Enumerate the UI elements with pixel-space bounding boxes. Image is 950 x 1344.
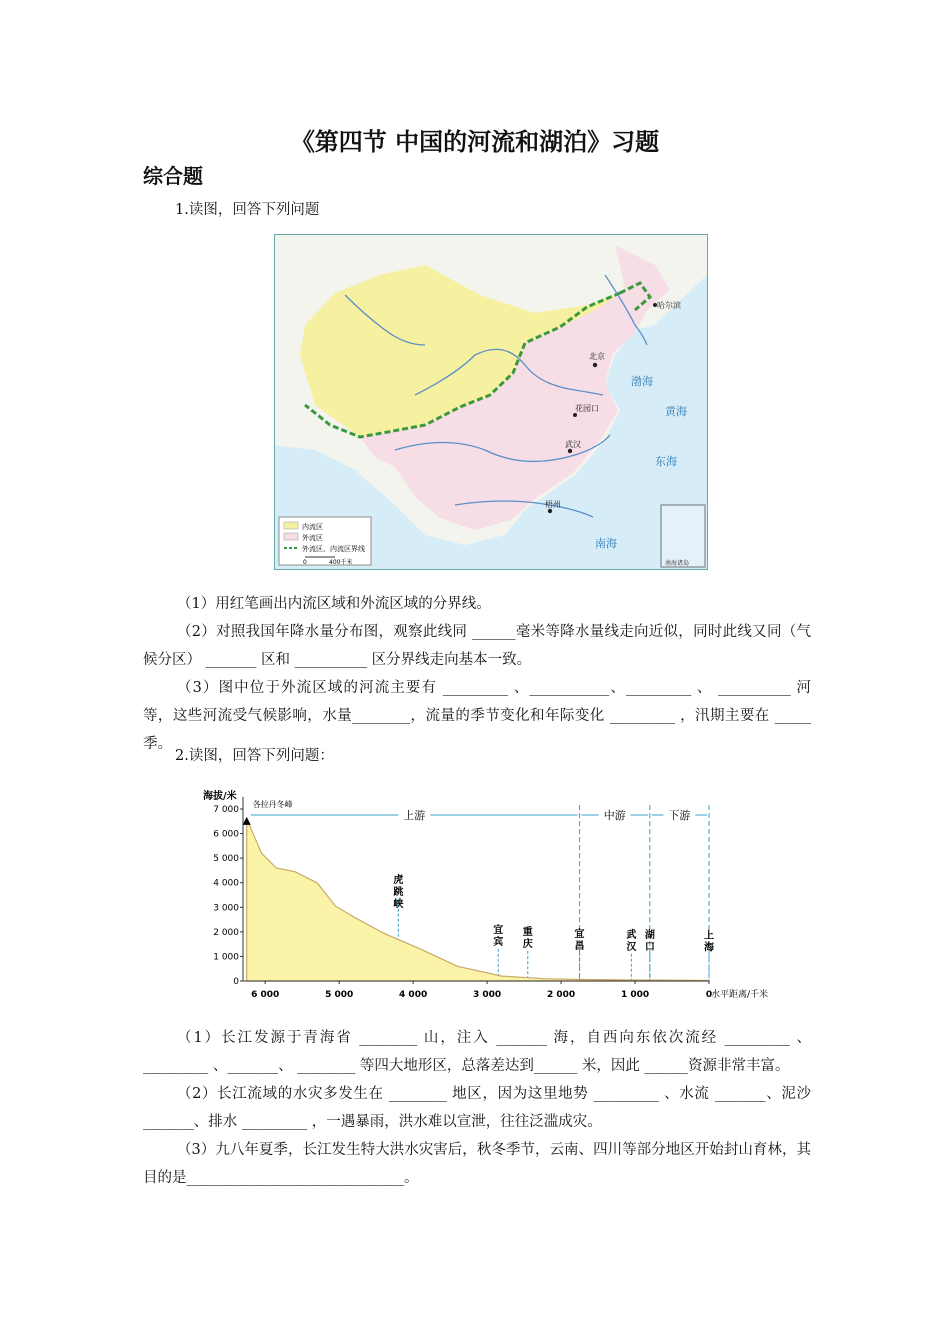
x-tick-label: 2 000 — [546, 990, 576, 1000]
inset-box — [661, 505, 705, 567]
scale-400: 400千米 — [329, 559, 353, 566]
sea-bohai: 渤海 — [631, 375, 653, 388]
yangtze-profile-chart — [195, 785, 785, 1005]
q2-part2: （2）长江流域的水灾多发生在 ________ 地区，因为这里地势 _________ 、水流 _______、泥沙 _______、排水 _________ ，一遇暴雨，洪水难以宣泄，往往泛滥成灾。 — [143, 1086, 811, 1130]
y-tick-label: 6 000 — [213, 829, 239, 840]
x-tick-label: 0 — [705, 990, 713, 1000]
y-tick-label: 5 000 — [213, 854, 239, 865]
y-tick-label: 4 000 — [213, 878, 239, 889]
city-beijing: 北京 — [589, 352, 605, 361]
legend-exterior-swatch — [284, 533, 298, 540]
y-tick-label: 0 — [233, 977, 239, 987]
y-tick-label: 3 000 — [213, 903, 239, 914]
q1-part3: （3）图中位于外流区域的河流主要有 _________ 、___________、_________ 、 __________ 河等，这些河流受气候影响，水量________，流量的季节变化和年际变化 _________ ，汛期主要在 _____ 季。 — [143, 680, 811, 752]
place-label-char: 虎 — [393, 874, 404, 886]
city-huayuankou: 花园口 — [575, 404, 599, 413]
scale-zero: 0 — [303, 559, 307, 566]
place-label-char: 昌 — [574, 941, 585, 953]
question-1-text — [143, 590, 811, 758]
place-label-char: 口 — [644, 942, 655, 954]
y-tick-label: 7 000 — [213, 805, 239, 815]
q2-part1: （1）长江发源于青海省 ________ 山，注入 _______ 海，自西向东依次流经 _________ 、_________ 、_______、 ________ 等四大地形区，总落差达到______ 米，因此 ______资源非常丰富。 — [143, 1030, 811, 1074]
place-label-char: 湖 — [644, 930, 655, 942]
sea-nanhai: 南海 — [595, 537, 617, 550]
q1-part2: （2）对照我国年降水量分布图，观察此线同 ______毫米等降水量线走向近似，同时此线又同（气候分区） _______ 区和 __________ 区分界线走向基本一致。 — [143, 624, 811, 668]
x-tick-label: 6 000 — [251, 990, 280, 1000]
city-wuhan: 武汉 — [565, 440, 581, 449]
section-heading: 综合题 — [143, 164, 203, 188]
place-label-char: 汉 — [626, 941, 637, 953]
peak-label: 各拉丹冬峰 — [252, 800, 293, 809]
china-drainage-map — [274, 234, 708, 570]
segment-label: 下游 — [668, 809, 691, 822]
place-label-char: 庆 — [522, 939, 533, 951]
x-tick-label: 3 000 — [473, 990, 502, 1000]
place-label-char: 海 — [704, 942, 714, 954]
place-label-char: 跳 — [393, 886, 404, 898]
y-axis-label: 海拔/米 — [203, 791, 237, 802]
segment-label: 上游 — [403, 809, 426, 822]
place-label-char: 峡 — [393, 898, 404, 910]
question-2-text — [143, 1024, 811, 1192]
q1-part1: （1）用红笔画出内流区域和外流区域的分界线。 — [177, 596, 491, 612]
place-label-char: 宜 — [574, 929, 585, 941]
question-2-intro: 2.读图，回答下列问题： — [175, 748, 334, 764]
inset-label: 南海诸岛 — [665, 560, 690, 567]
place-label-char: 重 — [522, 927, 533, 939]
q2-part3: （3）九八年夏季，长江发生特大洪水灾害后，秋冬季节，云南、四川等部分地区开始封山育林，其目的是______________________________。 — [143, 1142, 811, 1186]
x-axis-label: 水平距离/千米 — [711, 990, 769, 1000]
x-tick-label: 4 000 — [399, 990, 428, 1000]
city-harbin: 哈尔滨 — [657, 301, 681, 310]
place-label-char: 武 — [626, 929, 637, 941]
question-1-intro: 1.读图，回答下列问题 — [175, 202, 320, 218]
x-tick-label: 5 000 — [325, 990, 354, 1000]
profile-svg — [195, 785, 785, 1005]
y-tick-label: 1 000 — [213, 952, 239, 963]
legend-boundary: 外流区、内流区界线 — [302, 545, 365, 553]
x-tick-label: 1 000 — [620, 990, 650, 1000]
sea-donghai: 东海 — [655, 455, 677, 468]
legend-interior: 内流区 — [302, 523, 323, 531]
place-label-char: 宾 — [493, 936, 504, 948]
sea-huanghai: 黄海 — [665, 405, 687, 418]
map-svg — [275, 235, 707, 569]
peak-marker — [243, 817, 251, 825]
legend-exterior: 外流区 — [302, 534, 323, 542]
y-tick-label: 2 000 — [213, 927, 239, 938]
place-label-char: 宜 — [493, 924, 504, 936]
legend-interior-swatch — [284, 522, 298, 529]
city-wuzhou: 梧州 — [545, 500, 561, 509]
page-title: 《第四节 中国的河流和湖泊》习题 — [290, 128, 660, 156]
profile-area — [247, 819, 709, 981]
segment-label: 中游 — [603, 809, 626, 822]
place-label-char: 上 — [704, 930, 714, 942]
